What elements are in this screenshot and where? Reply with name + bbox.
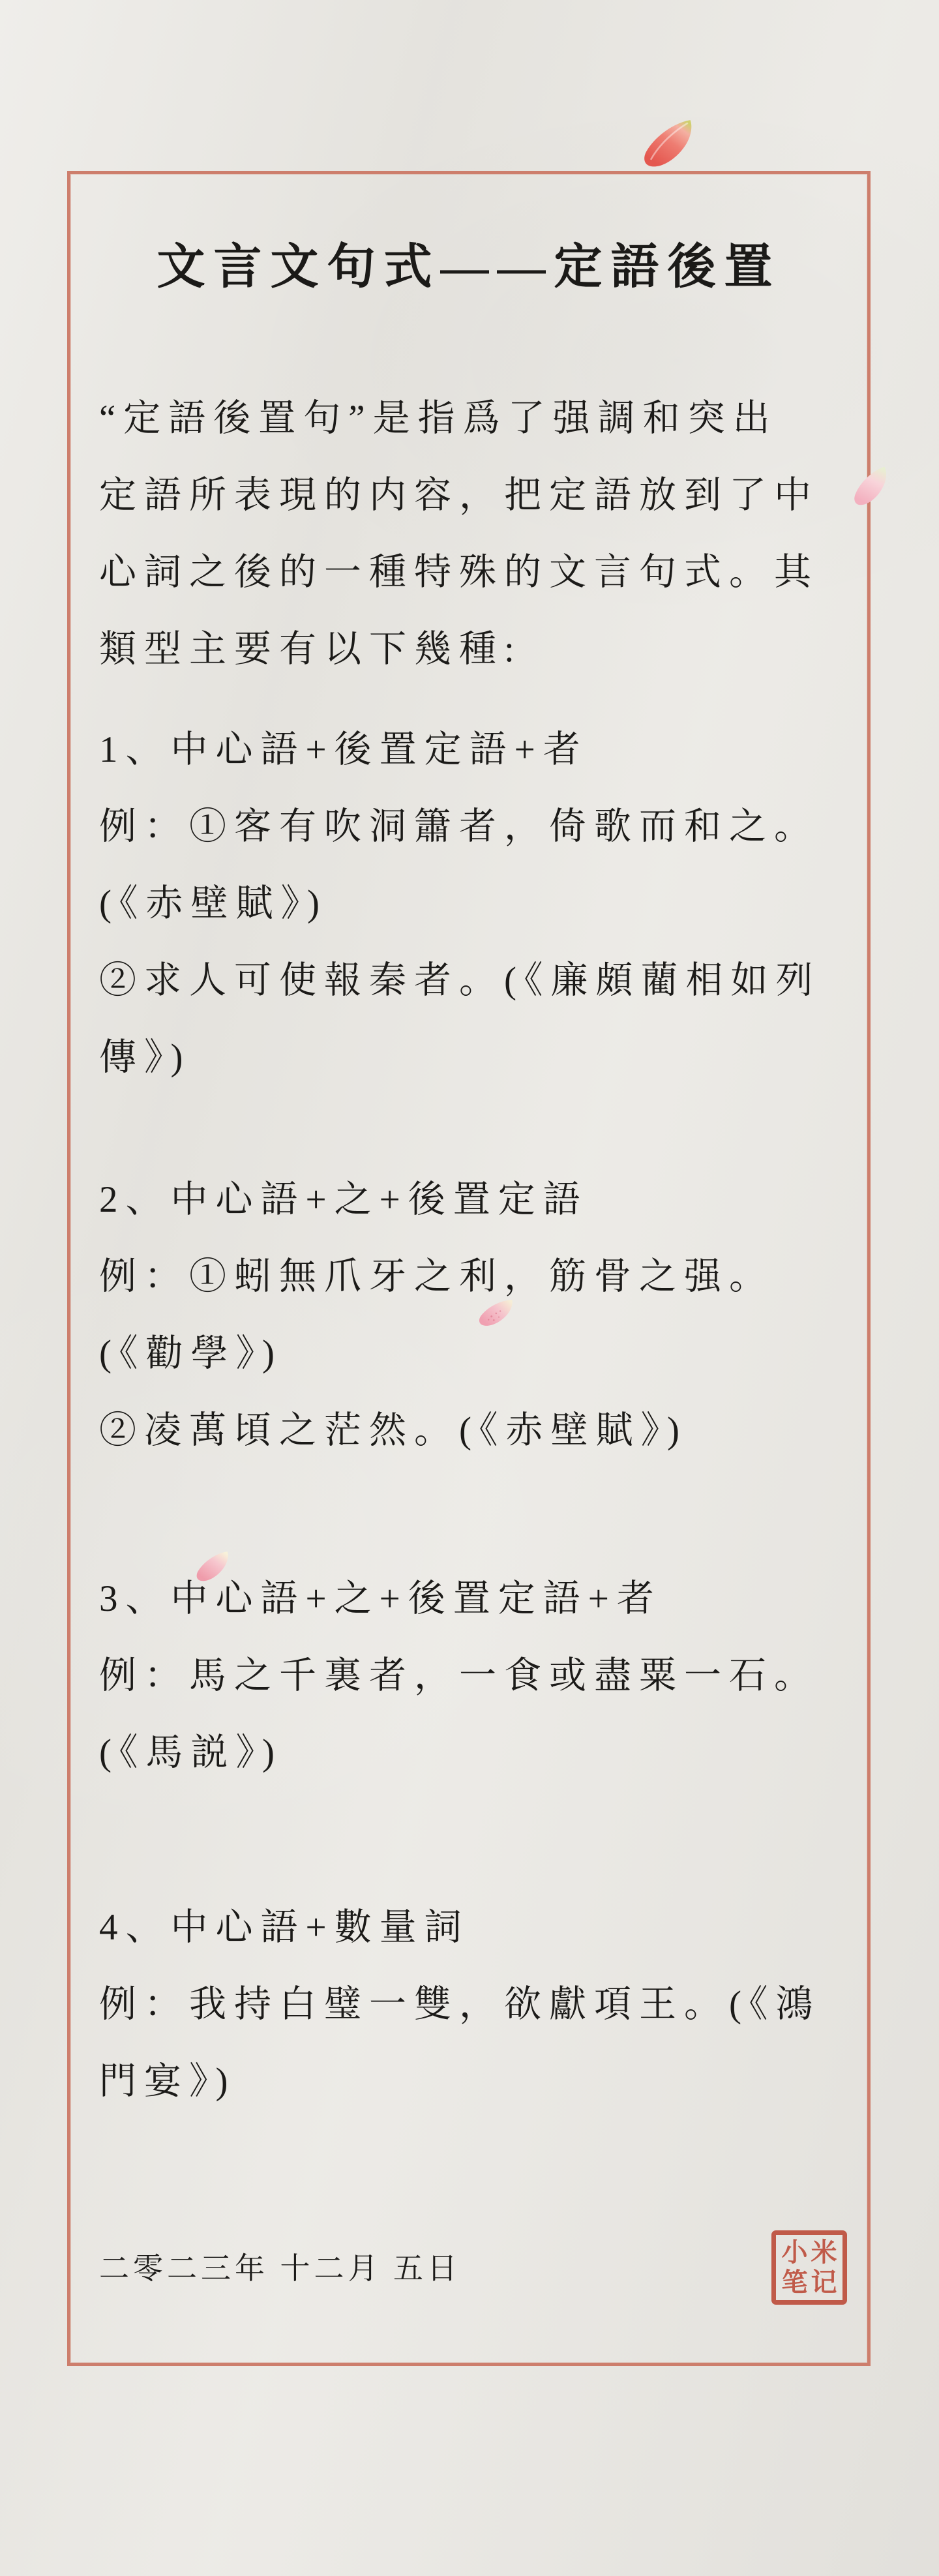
section-pattern-2 [99, 1161, 839, 1469]
seal-char: 记 [811, 2268, 837, 2297]
petal-icon [633, 113, 708, 179]
source-line: (《赤壁賦》) [99, 883, 327, 924]
intro-line: “定語後置句”是指爲了强調和突出 [99, 398, 778, 439]
example-line: 例：我持白璧一雙，欲獻項王。(《鴻 [99, 1984, 821, 2025]
note-content [70, 232, 867, 2420]
example-line: 例：①蚓無爪牙之利，筋骨之强。 [99, 1256, 774, 1297]
example-line: ②求人可使報秦者。(《廉頗藺相如列 [99, 960, 821, 1001]
intro-paragraph [99, 380, 839, 688]
source-line: 傳》) [99, 1037, 191, 1078]
section-heading: 3、中心語+之+後置定語+者 [99, 1578, 662, 1619]
seal-char: 笔 [781, 2268, 808, 2297]
seal-char: 小 [781, 2238, 808, 2267]
source-line: (《勸學》) [99, 1333, 282, 1374]
example-line: ②凌萬頃之茫然。(《赤壁賦》) [99, 1410, 687, 1451]
section-heading: 4、中心語+數量詞 [99, 1907, 470, 1948]
petal-icon [191, 1546, 237, 1591]
footer-row [99, 2230, 839, 2308]
intro-line: 類型主要有以下幾種: [99, 629, 522, 670]
section-pattern-3 [99, 1561, 839, 1791]
intro-line: 定語所表現的内容，把定語放到了中 [99, 475, 819, 516]
example-line: 例：①客有吹洞簫者，倚歌而和之。 [99, 806, 819, 847]
example-line: 例：馬之千裏者，一食或盡粟一石。 [99, 1655, 819, 1696]
section-pattern-4 [99, 1889, 839, 2120]
page-title: 文言文句式——定語後置 [156, 241, 781, 294]
seal-char: 米 [811, 2238, 837, 2267]
seal-stamp [771, 2230, 847, 2305]
intro-line: 心詞之後的一種特殊的文言句式。其 [99, 552, 819, 593]
section-heading: 2、中心語+之+後置定語 [99, 1179, 588, 1220]
section-heading: 1、中心語+後置定語+者 [99, 729, 588, 770]
date-text: 二零二三年 十二月 五日 [99, 2252, 461, 2285]
petal-icon [842, 457, 902, 520]
section-pattern-1 [99, 711, 839, 1096]
decorative-frame [67, 171, 871, 2366]
source-line: 門宴》) [99, 2061, 236, 2102]
petal-icon [472, 1293, 522, 1336]
source-line: (《馬説》) [99, 1732, 282, 1773]
